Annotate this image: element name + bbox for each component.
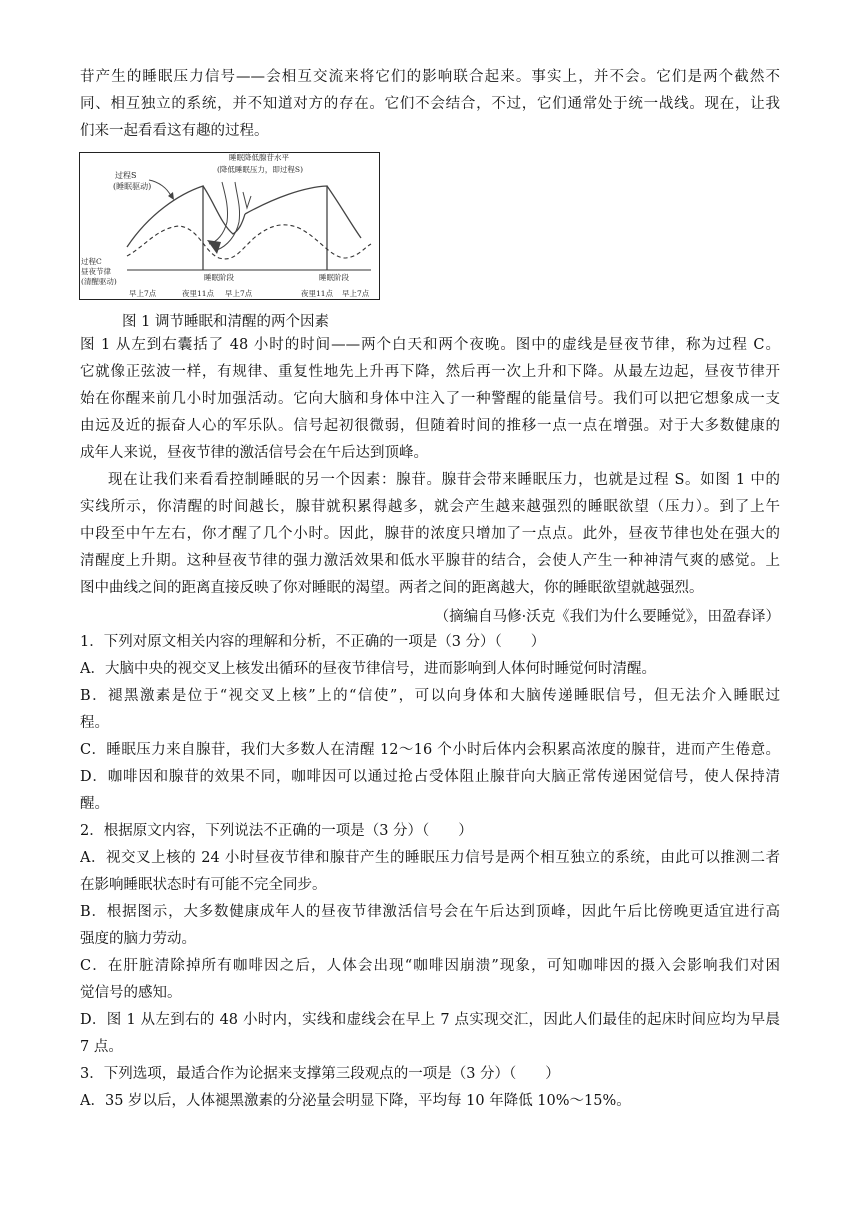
axis-tick-4: 早上7点	[342, 289, 370, 298]
para2-line-1: 现在让我们来看看控制睡眠的另一个因素：腺苷。腺苷会带来睡眠压力，也就是过程 S。如图 1 中的	[108, 472, 780, 488]
question-line: 2．根据原文内容，下列说法不正确的一项是（3 分）（ ）	[80, 823, 473, 839]
para1-line-1: 图 1 从左到右囊括了 48 小时的时间——两个白天和两个夜晚。图中的虚线是昼夜节律，称为过程 C。	[80, 337, 780, 353]
intro-line-3: 们来一起看看这有趣的过程。	[80, 123, 269, 139]
question-line: D．咖啡因和腺苷的效果不同，咖啡因可以通过抢占受体阻止腺苷向大脑正常传递困觉信号，使人保持清	[80, 769, 780, 785]
sleep-phase-label-1: 睡眠阶段	[204, 273, 234, 282]
axis-tick-3: 夜里11点	[301, 289, 334, 298]
sleep-regulation-figure	[79, 152, 380, 300]
para1-line-5: 成年人来说，昼夜节律的激活信号会在午后达到顶峰。	[80, 445, 428, 461]
question-line: B．根据图示，大多数健康成年人的昼夜节律激活信号会在午后达到顶峰，因此午后比傍晚更适宜进行高	[80, 904, 780, 920]
question-line: 强度的脑力劳动。	[80, 931, 196, 947]
adenosine-sub: (降低睡眠压力，即过程S)	[217, 165, 303, 174]
question-line: 7 点。	[80, 1039, 123, 1055]
para2-line-5: 图中曲线之间的距离直接反映了你对睡眠的渴望。两者之间的距离越大，你的睡眠欲望就越强烈。	[80, 580, 704, 596]
question-line: 觉信号的感知。	[80, 985, 182, 1001]
para1-line-2: 它就像正弦波一样，有规律、重复性地先上升再下降，然后再一次上升和下降。从最左边起，昼夜节律开	[80, 364, 780, 380]
question-line: 1．下列对原文相关内容的理解和分析，不正确的一项是（3 分）（ ）	[80, 634, 546, 650]
question-line: 程。	[80, 715, 109, 731]
process-c-sub2: (清醒驱动)	[81, 277, 117, 286]
source-citation: （摘编自马修·沃克《我们为什么要睡觉》，田盈春译）	[434, 609, 780, 625]
question-line: 在影响睡眠状态时有可能不完全同步。	[80, 877, 327, 893]
intro-line-1: 苷产生的睡眠压力信号——会相互交流来将它们的影响联合起来。事实上，并不会。它们是两个截然不	[80, 69, 780, 85]
axis-tick-0: 早上7点	[129, 289, 157, 298]
question-line: C．睡眠压力来自腺苷，我们大多数人在清醒 12～16 个小时后体内会积累高浓度的腺苷，进而产生倦意。	[80, 742, 780, 758]
process-s-sub: (睡眠驱动)	[113, 182, 152, 191]
process-c-sub1: 昼夜节律	[81, 267, 111, 276]
sleep-phase-label-2: 睡眠阶段	[319, 273, 349, 282]
para1-line-3: 始在你醒来前几小时加强活动。它向大脑和身体中注入了一种警醒的能量信号。我们可以把它想象成一支	[80, 391, 780, 407]
axis-tick-1: 夜里11点	[182, 289, 215, 298]
question-line: D．图 1 从左到右的 48 小时内，实线和虚线会在早上 7 点实现交汇，因此人们最佳的起床时间应均为早晨	[80, 1012, 780, 1028]
question-line: A．35 岁以后，人体褪黑激素的分泌量会明显下降，平均每 10 年降低 10%～15%。	[80, 1093, 631, 1109]
question-line: B．褪黑激素是位于“视交叉上核”上的“信使”，可以向身体和大脑传递睡眠信号，但无法介入睡眠过	[80, 688, 780, 704]
intro-line-2: 同、相互独立的系统，并不知道对方的存在。它们不会结合，不过，它们通常处于统一战线。现在，让我	[80, 96, 780, 112]
para2-line-3: 中段至中午左右，你才醒了几个小时。因此，腺苷的浓度只增加了一点点。此外，昼夜节律也处在强大的	[80, 526, 780, 542]
para1-line-4: 由远及近的振奋人心的军乐队。信号起初很微弱，但随着时间的推移一点一点在增强。对于大多数健康的	[80, 418, 780, 434]
para2-line-2: 实线所示，你清醒的时间越长，腺苷就积累得越多，就会产生越来越强烈的睡眠欲望（压力）。到了上午	[80, 499, 780, 515]
figure-caption: 图 1 调节睡眠和清醒的两个因素	[122, 314, 329, 330]
para2-line-4: 清醒度上升期。这种昼夜节律的强力激活效果和低水平腺苷的结合，会使人产生一种神清气爽的感觉。上	[80, 553, 780, 569]
question-line: C．在肝脏清除掉所有咖啡因之后，人体会出现“咖啡因崩溃”现象，可知咖啡因的摄入会影响我们对困	[80, 958, 780, 974]
adenosine-label: 睡眠降低腺苷水平	[229, 153, 289, 162]
axis-tick-2: 早上7点	[225, 289, 253, 298]
process-s-label: 过程S	[115, 171, 137, 180]
question-line: 醒。	[80, 796, 109, 812]
process-c-label: 过程C	[81, 257, 102, 266]
question-line: 3．下列选项，最适合作为论据来支撑第三段观点的一项是（3 分）（ ）	[80, 1066, 560, 1082]
question-line: A．大脑中央的视交叉上核发出循环的昼夜节律信号，进而影响到人体何时睡觉何时清醒。	[80, 661, 656, 677]
question-line: A．视交叉上核的 24 小时昼夜节律和腺苷产生的睡眠压力信号是两个相互独立的系统，由此可以推测二者	[80, 850, 780, 866]
